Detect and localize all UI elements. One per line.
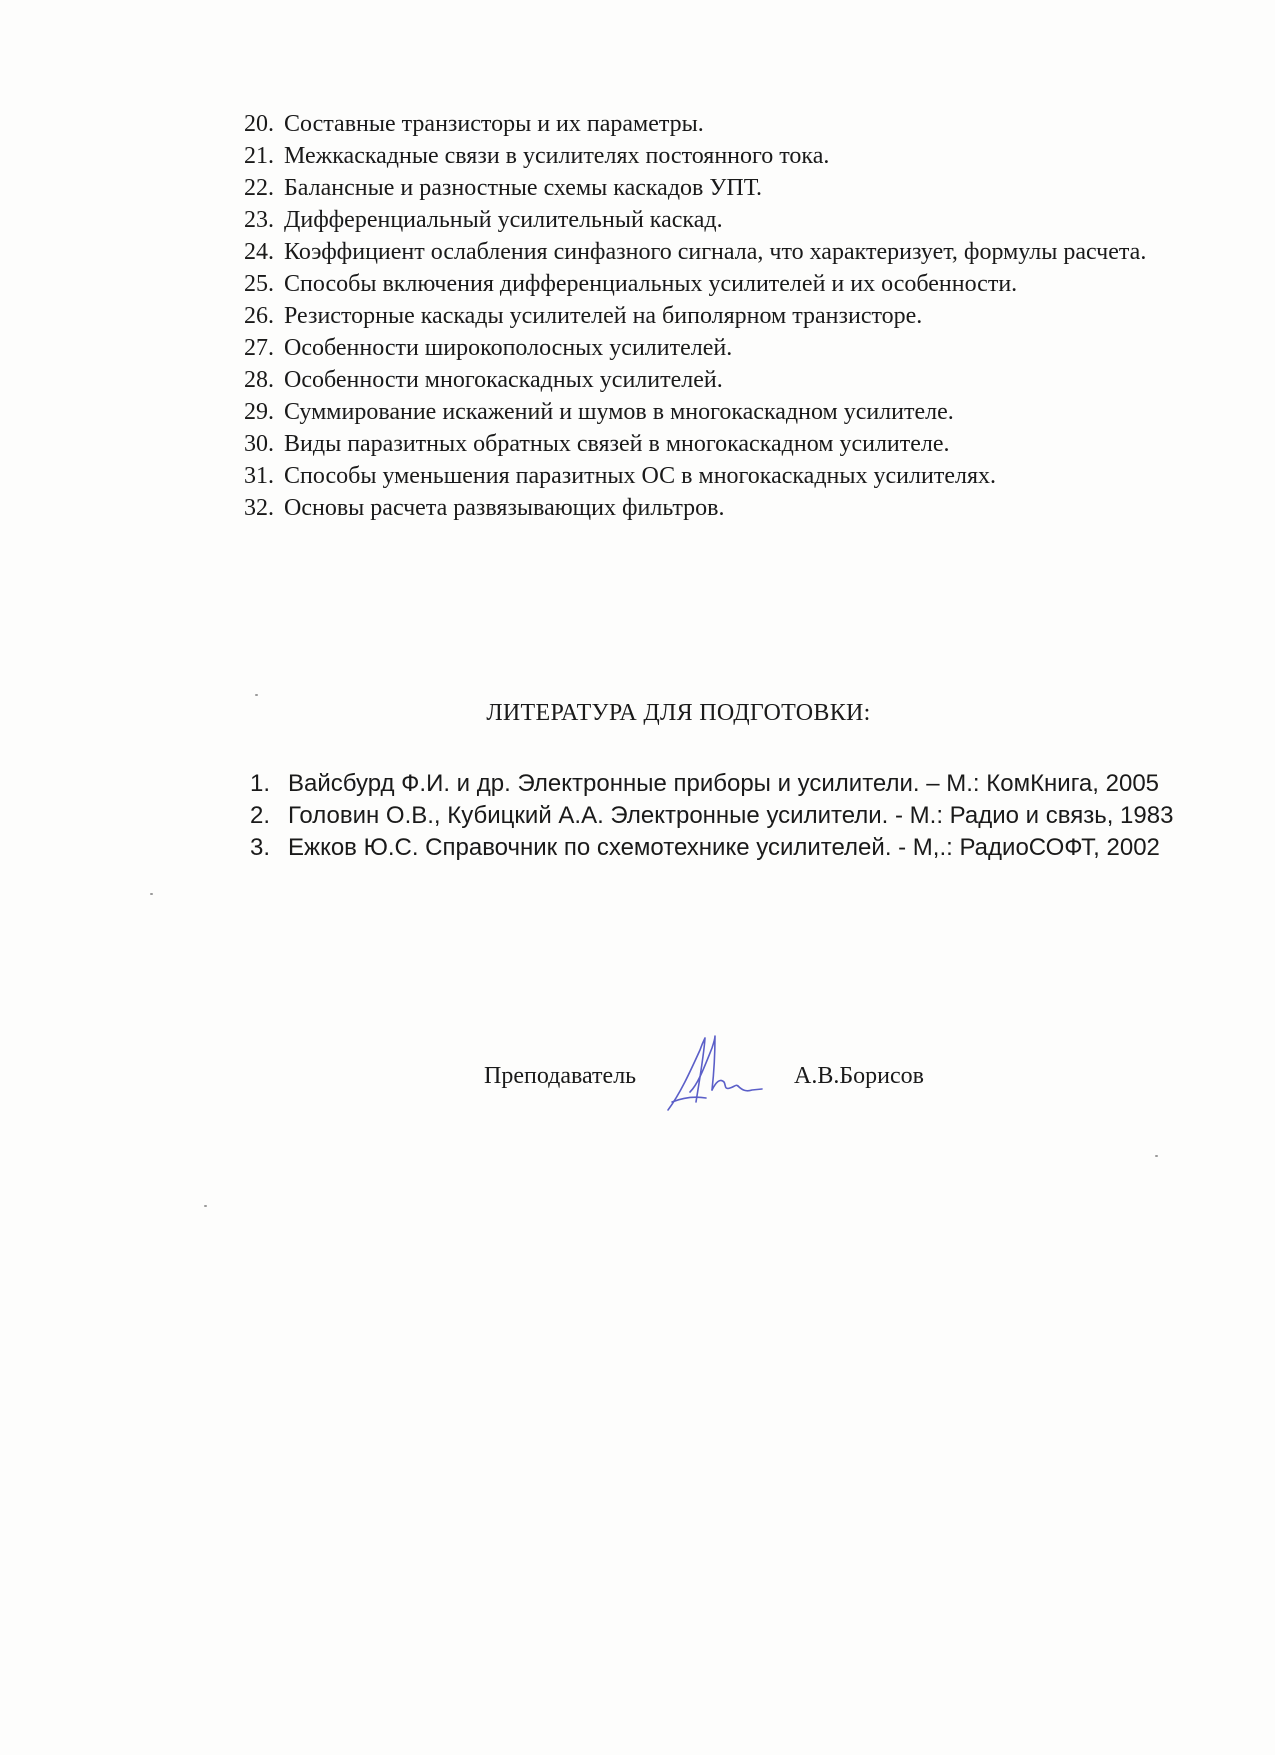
list-item xyxy=(244,268,1204,300)
list-item xyxy=(244,428,1204,460)
signature-role: Преподаватель xyxy=(484,1063,637,1089)
item-text: Вайсбурд Ф.И. и др. Электронные приборы и усилители. – М.: КомКнига, 2005 xyxy=(288,770,1160,797)
item-text: Особенности широкополосных усилителей. xyxy=(284,335,733,361)
item-text: Основы расчета развязывающих фильтров. xyxy=(284,495,725,521)
item-number: 1. xyxy=(250,770,271,797)
item-number: 3. xyxy=(250,834,271,861)
item-text: Межкаскадные связи в усилителях постоянного тока. xyxy=(284,143,830,169)
item-number: 31. xyxy=(244,463,274,489)
item-number: 20. xyxy=(244,111,274,137)
item-number: 30. xyxy=(244,431,274,457)
list-item xyxy=(244,364,1204,396)
item-number: 21. xyxy=(244,143,274,169)
item-text: Резисторные каскады усилителей на биполярном транзисторе. xyxy=(284,303,923,329)
signature-stroke xyxy=(712,1080,738,1090)
item-number: 25. xyxy=(244,271,274,297)
list-item xyxy=(248,831,1183,865)
item-number: 28. xyxy=(244,367,274,393)
signature-stroke xyxy=(668,1038,705,1110)
scan-speck xyxy=(255,694,258,696)
list-item xyxy=(244,204,1204,236)
item-text: Балансные и разностные схемы каскадов УПТ. xyxy=(284,175,762,201)
item-text: Способы включения дифференциальных усилителей и их особенности. xyxy=(284,271,1018,297)
list-item xyxy=(248,767,1183,801)
item-number: 27. xyxy=(244,335,274,361)
list-item xyxy=(244,300,1204,332)
signature-stroke xyxy=(672,1097,706,1102)
item-text: Головин О.В., Кубицкий А.А. Электронные усилители. - М.: Радио и связь, 1983 xyxy=(288,802,1174,829)
item-text: Коэффициент ослабления синфазного сигнала, что характеризует, формулы расчета. xyxy=(284,239,1147,265)
list-item xyxy=(244,396,1204,428)
item-text: Виды паразитных обратных связей в многокаскадном усилителе. xyxy=(284,431,950,457)
scan-speck xyxy=(150,893,153,895)
item-number: 29. xyxy=(244,399,274,425)
item-text: Составные транзисторы и их параметры. xyxy=(284,111,704,137)
literature-heading xyxy=(0,700,1275,727)
signature-name: А.В.Борисов xyxy=(794,1063,924,1089)
list-item xyxy=(244,172,1204,204)
handwritten-signature xyxy=(660,1032,770,1117)
scan-speck xyxy=(1155,1155,1158,1157)
list-item xyxy=(244,236,1164,268)
item-text: Суммирование искажений и шумов в многокаскадном усилителе. xyxy=(284,399,954,425)
item-number: 24. xyxy=(244,239,274,265)
item-text: Особенности многокаскадных усилителей. xyxy=(284,367,723,393)
item-text: Ежков Ю.С. Справочник по схемотехнике усилителей. - М,.: РадиоСОФТ, 2002 xyxy=(288,834,1160,861)
literature-heading-text: ЛИТЕРАТУРА ДЛЯ ПОДГОТОВКИ: xyxy=(486,700,871,726)
item-number: 26. xyxy=(244,303,274,329)
item-text: Дифференциальный усилительный каскад. xyxy=(284,207,723,233)
item-number: 2. xyxy=(250,802,271,829)
list-item xyxy=(248,799,1183,833)
item-number: 23. xyxy=(244,207,274,233)
list-item xyxy=(244,460,1204,492)
list-item xyxy=(244,108,1204,140)
list-item xyxy=(244,332,1204,364)
item-text: Способы уменьшения паразитных ОС в многокаскадных усилителях. xyxy=(284,463,996,489)
item-number: 22. xyxy=(244,175,274,201)
signature-stroke xyxy=(738,1086,762,1091)
item-number: 32. xyxy=(244,495,274,521)
list-item xyxy=(244,492,1204,524)
scan-speck xyxy=(204,1205,207,1207)
exam-questions-list xyxy=(244,108,1204,524)
list-item xyxy=(244,140,1204,172)
literature-list xyxy=(248,767,1183,865)
